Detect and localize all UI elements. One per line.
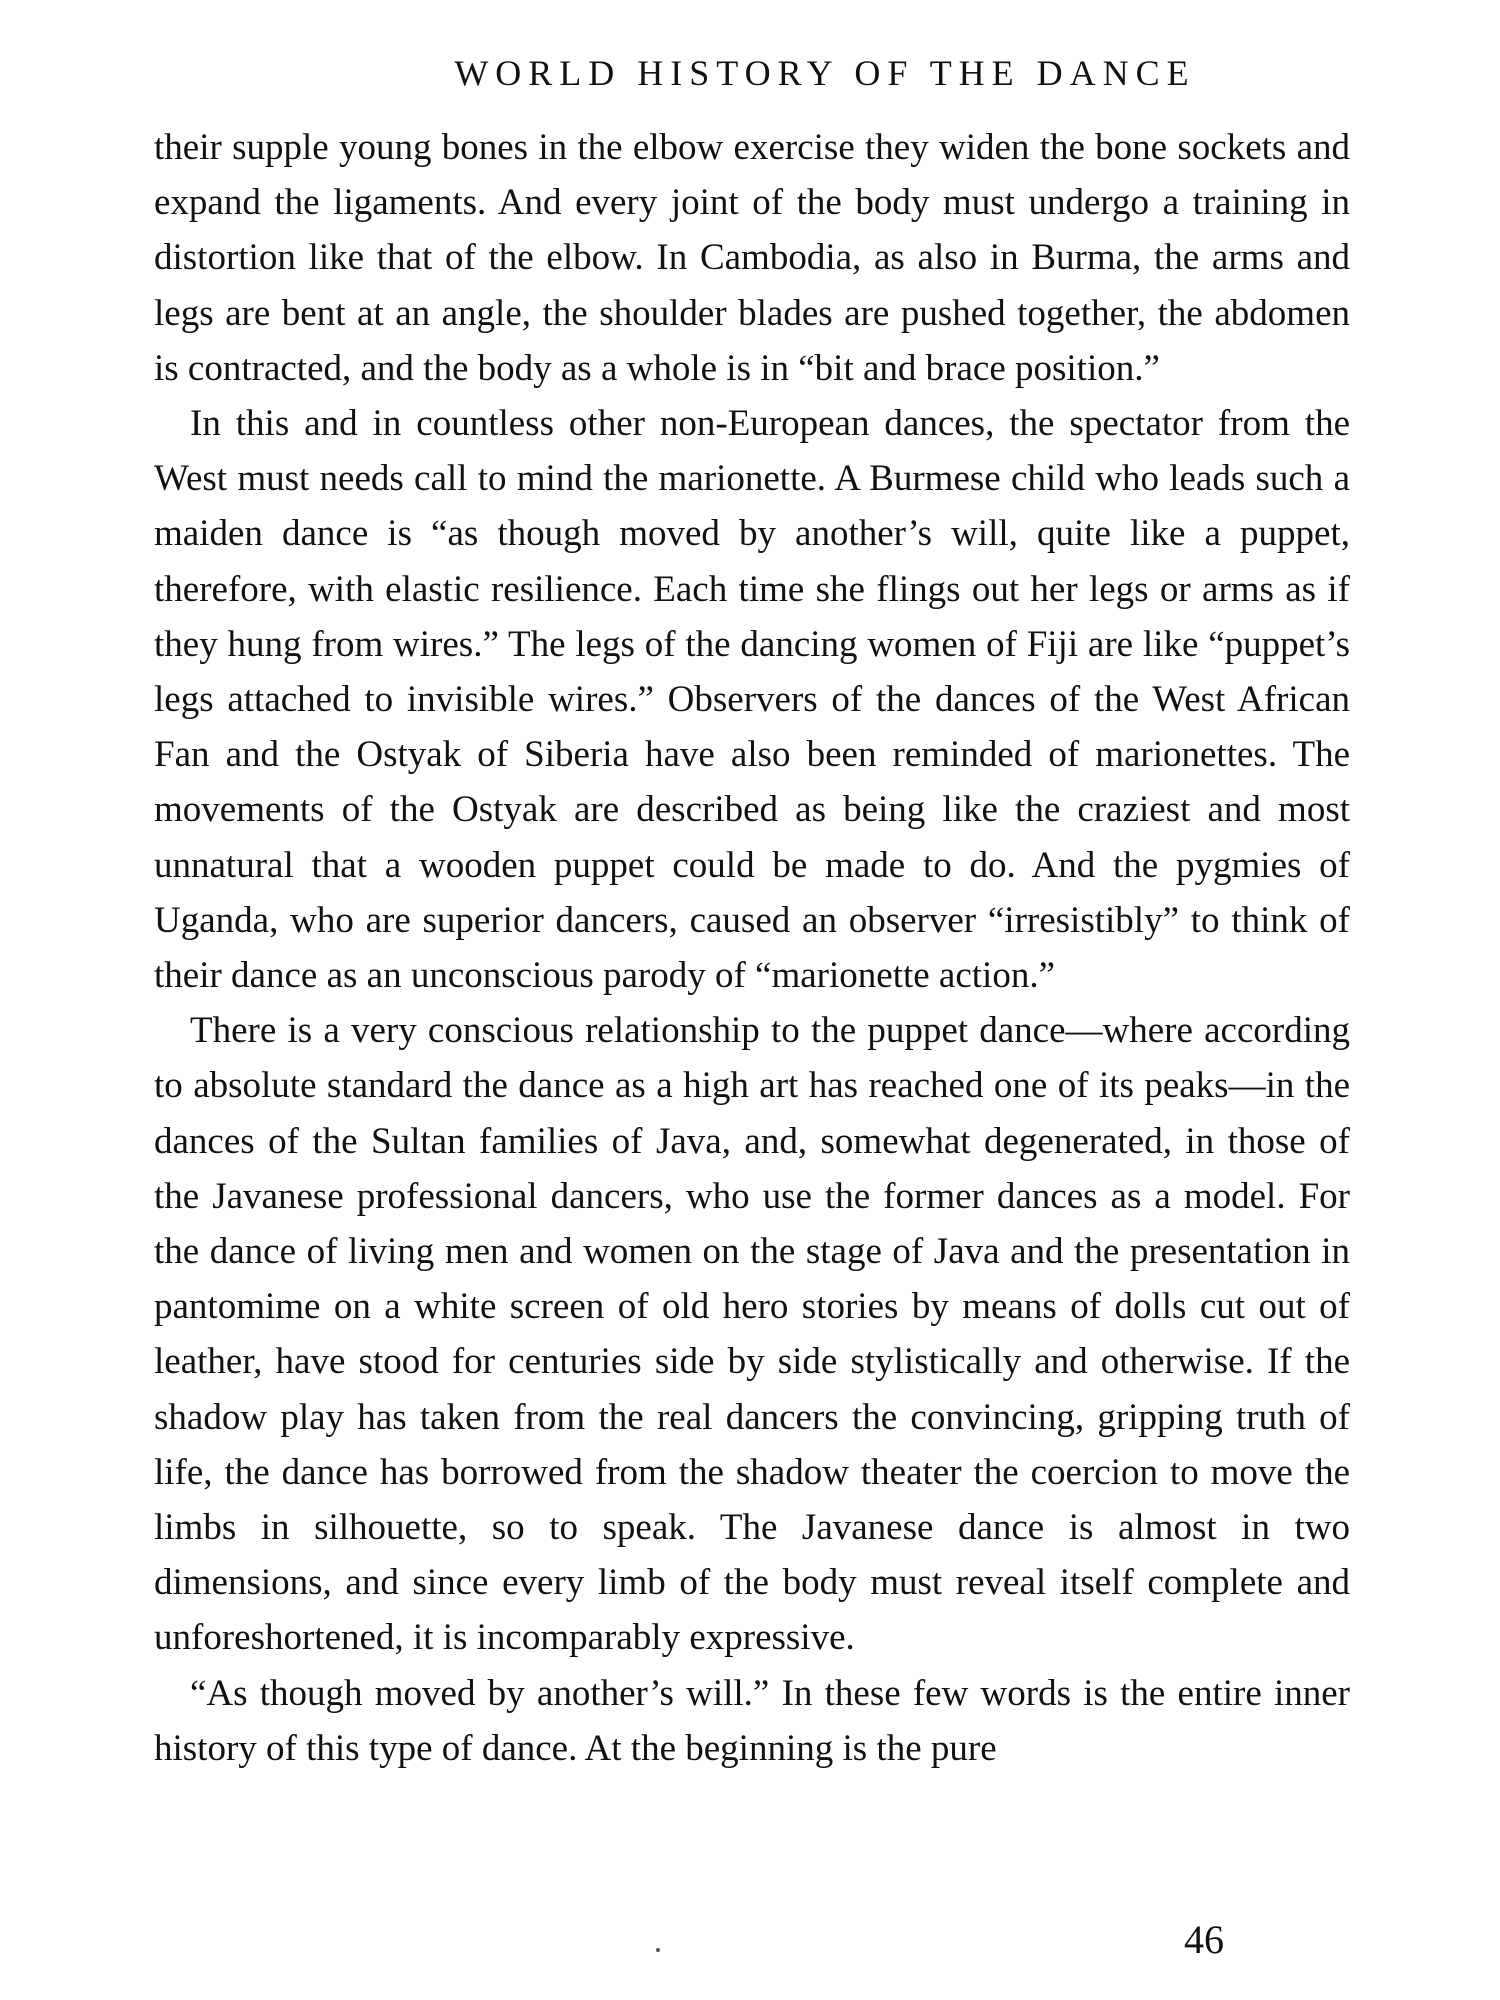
paragraph-marionette: In this and in countless other non-European dances, the spectator from the West must needs call to mind the marionette. A Burmese child who leads such a maiden dance is “as though moved by another’s will, quite like a puppet, therefore, with elastic resilience. Each time she flings out her legs or arms as if they hung from wires.” The legs of the dancing women of Fiji are like “puppet’s legs attached to invisible wires.” Observers of the dances of the West African Fan and the Ostyak of Siberia have also been reminded of marionettes. The movements of the Ostyak are described as being like the craziest and most unnatural that a wooden puppet could be made to do. And the pygmies of Uganda, who are superior dancers, caused an observer “irresistibly” to think of their dance as an unconscious parody of “marionette action.”: [154, 403, 1350, 997]
paragraph-continued: their supple young bones in the elbow exercise they widen the bone sockets and expand the ligaments. And every joint of the body must undergo a training in distortion like that of the elbow. In Cambodia, as also in Burma, the arms and legs are bent at an angle, the shoulder blades are pushed together, the abdomen is contracted, and the body as a whole is in “bit and brace position.”: [154, 127, 1350, 389]
body-text: [154, 120, 1350, 1776]
paragraph-java: There is a very conscious relationship to the puppet dance—where according to absolute standard the dance as a high art has reached one of its peaks—in the dances of the Sultan families of Java, and, somewhat degenerated, in those of the Javanese professional dancers, who use the former dances as a model. For the dance of living men and women on the stage of Java and the presentation in pantomime on a white screen of old hero stories by means of dolls cut out of leather, have stood for centuries side by side stylistically and otherwise. If the shadow play has taken from the real dancers the convincing, gripping truth of life, the dance has borrowed from the shadow theater the coercion to move the limbs in silhouette, so to speak. The Javanese dance is almost in two dimensions, and since every limb of the body must reveal itself complete and unforeshortened, it is incomparably expressive.: [154, 1010, 1350, 1659]
paragraph-another-will: “As though moved by another’s will.” In these few words is the entire inner history of this type of dance. At the beginning is the pure: [154, 1672, 1350, 1769]
page-number: 46: [1184, 1917, 1224, 1962]
running-head: WORLD HISTORY OF THE DANCE: [454, 53, 1196, 93]
print-speck: [656, 1948, 660, 1952]
